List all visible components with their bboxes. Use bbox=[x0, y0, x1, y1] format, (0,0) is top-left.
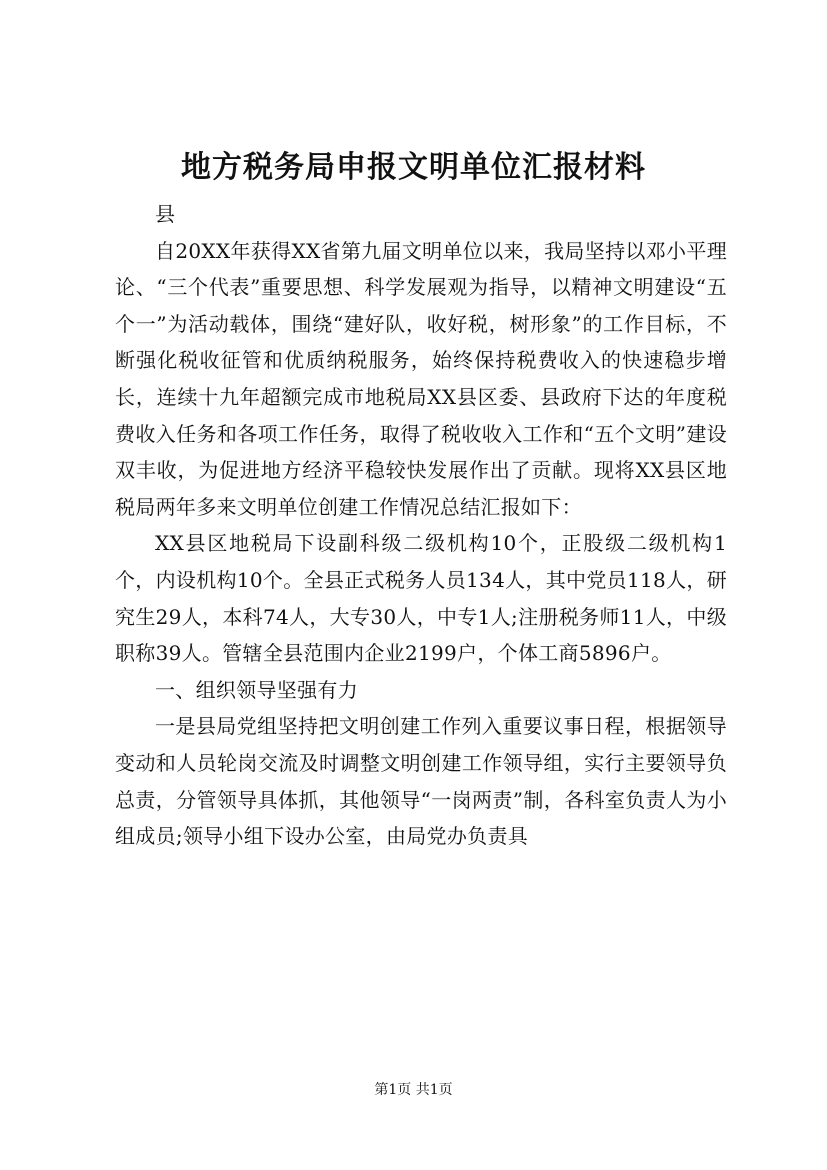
document-body bbox=[115, 196, 727, 855]
paragraph-organization: XX县区地税局下设副科级二级机构10个，正股级二级机构1个，内设机构10个。全县正式税务人员134人，其中党员118人，研究生29人，本科74人，大专30人，中专1人;注册税务师11人，中级职称39人。管辖全县范围内企业2199户，个体工商5896户。 bbox=[115, 531, 727, 666]
document-title: 地方税务局申报文明单位汇报材料 bbox=[181, 150, 646, 185]
paragraph-intro: 自20XX年获得XX省第九届文明单位以来，我局坚持以邓小平理论、“三个代表”重要思想、科学发展观为指导，以精神文明建设“五个一”为活动载体，围绕“建好队，收好税，树形象”的工作目标，不断强化税收征管和优质纳税服务，始终保持税费收入的快速稳步增长，连续十九年超额完成市地税局XX县区委、县政府下达的年度税费收入任务和各项工作任务，取得了税收收入工作和“五个文明”建设双丰收，为促进地方经济平稳较快发展作出了贡献。现将XX县区地税局两年多来文明单位创建工作情况总结汇报如下： bbox=[115, 238, 727, 519]
page-number-footer: 第1页 共1页 bbox=[374, 1082, 453, 1098]
section-heading: 一、组织领导坚强有力 bbox=[155, 677, 358, 702]
paragraph-county: 县 bbox=[155, 202, 176, 226]
paragraph-leadership: 一是县局党组坚持把文明创建工作列入重要议事日程，根据领导变动和人员轮岗交流及时调整文明创建工作领导组，实行主要领导负总责，分管领导具体抓，其他领导“一岗两责”制，各科室负责人为小组成员;领导小组下设办公室，由局党办负责具 bbox=[115, 714, 727, 849]
